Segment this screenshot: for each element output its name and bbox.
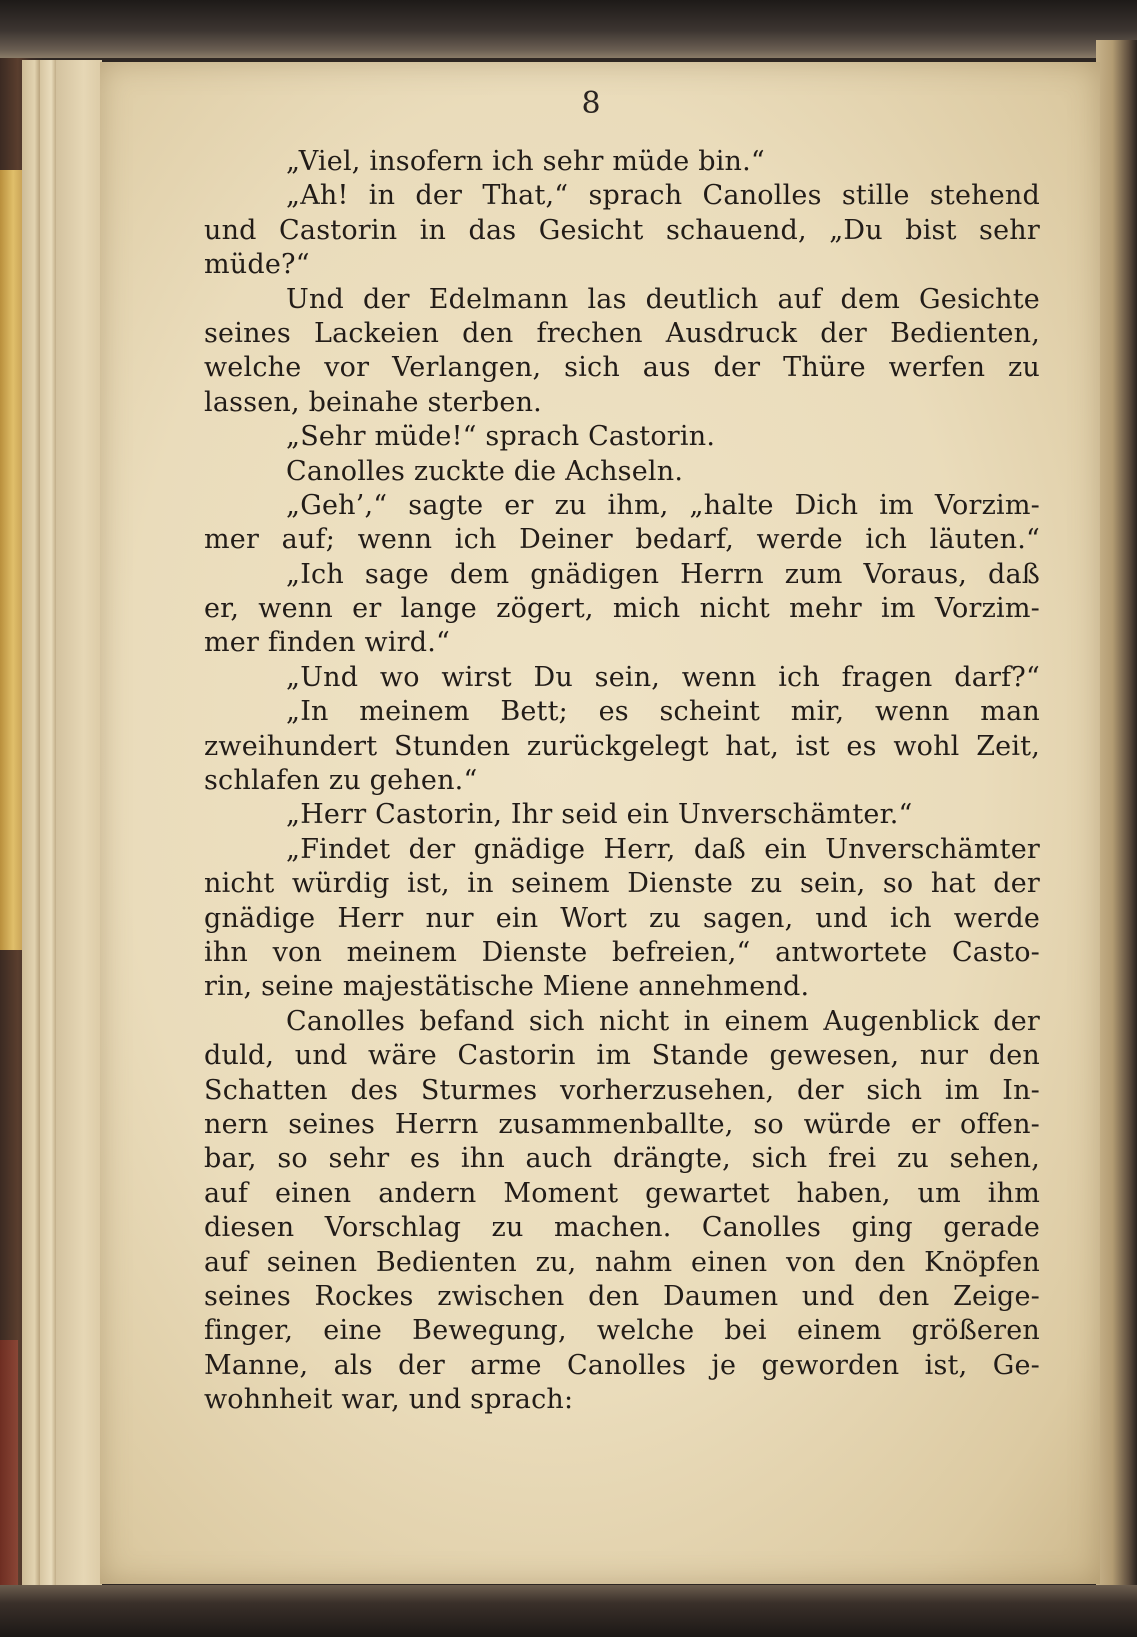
text-line: ihn von meinem Dienste befreien,“ antwortete Casto- <box>204 936 1040 968</box>
text-line: Manne, als der arme Canolles je geworden ist, Ge- <box>204 1349 1040 1381</box>
text-line: nern seines Herrn zusammenballte, so würde er offen- <box>204 1108 1040 1140</box>
page-number: 8 <box>581 86 601 121</box>
text-line: Canolles zuckte die Achseln. <box>286 455 684 487</box>
bookmark-tab-yellow <box>0 170 22 950</box>
text-line: duld, und wäre Castorin im Stande gewesen, nur den <box>204 1040 1040 1072</box>
text-line: bar, so sehr es ihn auch drängte, sich frei zu sehen, <box>204 1143 1040 1175</box>
text-line: rin, seine majestätische Miene annehmend. <box>204 971 810 1003</box>
text-line: „Herr Castorin, Ihr seid ein Unverschämter.“ <box>286 799 913 831</box>
text-line: welche vor Verlangen, sich aus der Thüre werfen zu <box>204 352 1040 384</box>
text-line: und Castorin in das Gesicht schauend, „Du bist sehr <box>204 214 1040 246</box>
text-line: er, wenn er lange zögert, mich nicht mehr im Vorzim- <box>204 593 1040 625</box>
text-line: mer finden wird.“ <box>204 627 451 659</box>
text-line: „Sehr müde!“ sprach Castorin. <box>286 421 716 453</box>
binding-bottom-edge <box>0 1585 1137 1637</box>
text-line: „Viel, insofern ich sehr müde bin.“ <box>286 146 765 177</box>
body-text <box>204 145 1040 1417</box>
text-line: diesen Vorschlag zu machen. Canolles ging gerade <box>204 1212 1040 1244</box>
text-line: wohnheit war, und sprach: <box>204 1384 574 1416</box>
page-stack-edge <box>56 60 102 1595</box>
text-line: gnädige Herr nur ein Wort zu sagen, und ich werde <box>204 902 1040 934</box>
text-line: seines Lackeien den frechen Ausdruck der Bedienten, <box>204 317 1040 349</box>
text-line: „Geh’,“ sagte er zu ihm, „halte Dich im Vorzim- <box>286 489 1040 521</box>
text-line: „Ah! in der That,“ sprach Canolles stille stehend <box>286 180 1040 212</box>
page-stack-edge <box>40 60 56 1595</box>
text-line: nicht würdig ist, in seinem Dienste zu sein, so hat der <box>204 868 1040 900</box>
text-line: „Ich sage dem gnädigen Herrn zum Voraus, daß <box>286 558 1040 590</box>
text-line: müde?“ <box>204 249 310 281</box>
text-line: Schatten des Sturmes vorherzusehen, der sich im In- <box>204 1074 1040 1106</box>
text-line: lassen, beinahe sterben. <box>204 386 542 418</box>
text-line: finger, eine Bewegung, welche bei einem größeren <box>204 1315 1040 1347</box>
text-line: mer auf; wenn ich Deiner bedarf, werde ich läuten.“ <box>204 524 1040 556</box>
binding-top-edge <box>0 0 1137 58</box>
text-line: auf einen andern Moment gewartet haben, um ihm <box>204 1177 1040 1209</box>
text-line: „Und wo wirst Du sein, wenn ich fragen darf?“ <box>286 661 1040 693</box>
text-line: Und der Edelmann las deutlich auf dem Gesichte <box>286 283 1040 315</box>
page-stack-edge <box>22 60 40 1590</box>
text-line: „In meinem Bett; es scheint mir, wenn man <box>286 696 1040 728</box>
text-line: seines Rockes zwischen den Daumen und den Zeige- <box>204 1280 1040 1312</box>
text-line: auf seinen Bedienten zu, nahm einen von den Knöpfen <box>204 1246 1040 1278</box>
text-line: schlafen zu gehen.“ <box>204 765 478 797</box>
book-spine-edge <box>1096 40 1137 1600</box>
text-line: Canolles befand sich nicht in einem Augenblick der <box>286 1005 1040 1037</box>
text-line: „Findet der gnädige Herr, daß ein Unverschämter <box>286 833 1040 865</box>
text-line: zweihundert Stunden zurückgelegt hat, ist es wohl Zeit, <box>204 730 1040 762</box>
bookmark-tab-red <box>0 1340 18 1600</box>
